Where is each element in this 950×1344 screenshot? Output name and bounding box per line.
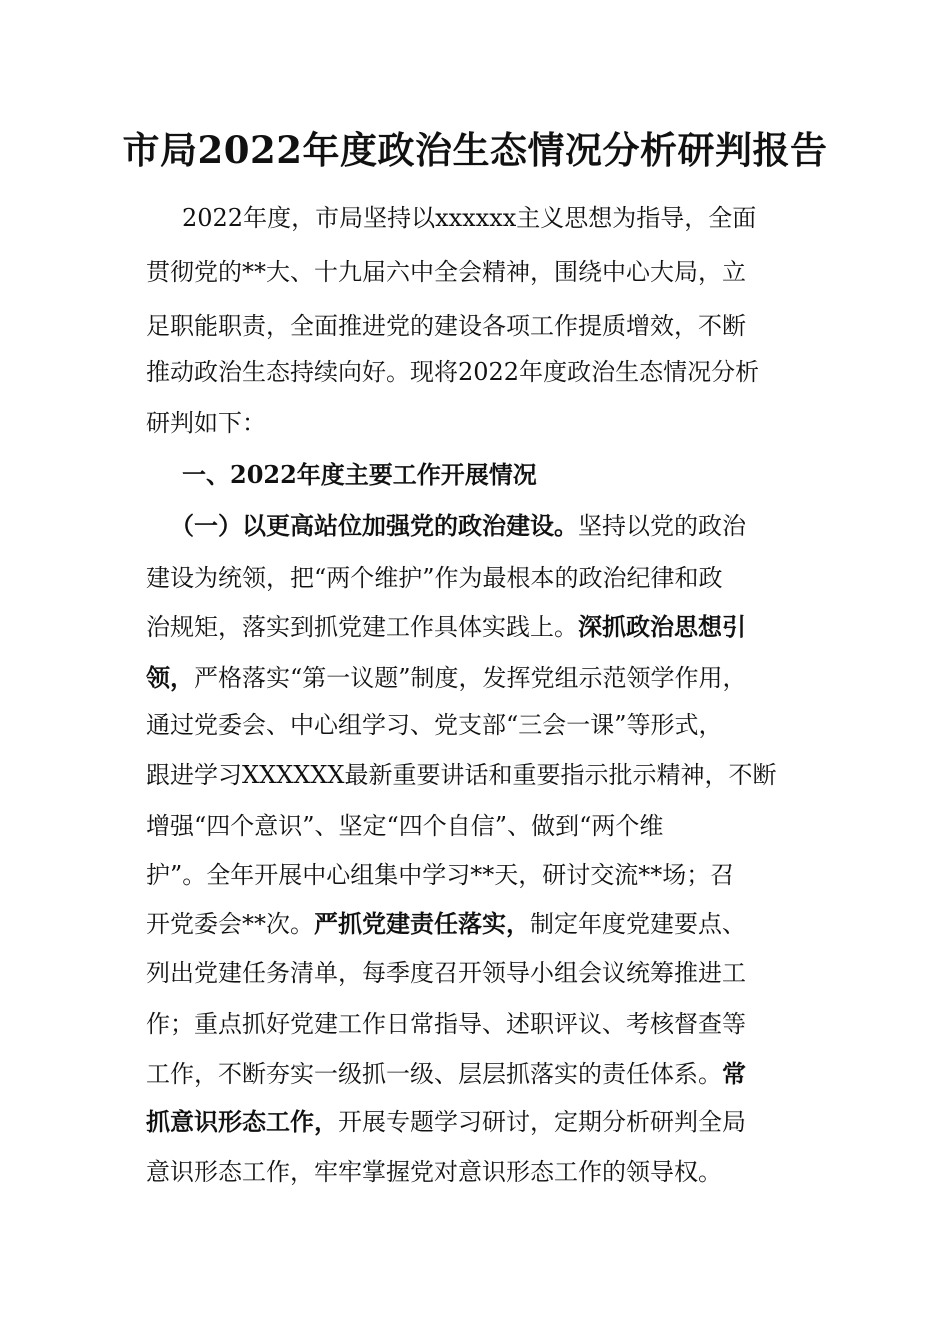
para-line-9: [146, 898, 796, 950]
intro-line-3: 足职能职责，全面推进党的建设各项工作提质增效，不断: [146, 312, 746, 340]
subsection-heading: （一）以更高站位加强党的政治建设。: [170, 511, 578, 540]
bold-lead: 抓意识形态工作，: [146, 1107, 338, 1136]
para-line-13: [146, 1096, 796, 1148]
section-heading: 一、2022年度主要工作开展情况: [182, 460, 537, 489]
bold-lead: 领，: [146, 663, 194, 692]
para-line-2: 建设为统领，把“两个维护”作为最根本的政治纪律和政: [146, 564, 723, 592]
para-line-14: 意识形态工作，牢牢掌握党对意识形态工作的领导权。: [146, 1158, 722, 1186]
para-line-5: 通过党委会、中心组学习、党支部“三会一课”等形式，: [146, 711, 723, 739]
intro-line-4: 推动政治生态持续向好。现将2022年度政治生态情况分析: [146, 358, 760, 386]
intro-line-5: 研判如下：: [146, 409, 266, 437]
document-title: 市局2022年度政治生态情况分析研判报告: [122, 128, 828, 172]
bold-lead: 严抓党建责任落实，: [314, 909, 530, 938]
para-text: 工作，不断夯实一级抓一级、层层抓落实的责任体系。: [146, 1060, 722, 1088]
para-text: 制定年度党建要点、: [530, 910, 746, 938]
para-text: 治规矩，落实到抓党建工作具体实践上。: [146, 613, 578, 641]
para-line-1: [170, 500, 796, 552]
para-line-6: 跟进学习XXXXXX最新重要讲话和重要指示批示精神，不断: [146, 761, 777, 789]
para-text: 严格落实“第一议题”制度，发挥党组示范领学作用，: [194, 664, 747, 692]
para-line-3: [146, 601, 796, 653]
para-line-4: [146, 652, 796, 704]
intro-line-1: 2022年度，市局坚持以xxxxxx主义思想为指导，全面: [182, 204, 757, 232]
para-line-8: 护”。全年开展中心组集中学习**天，研讨交流**场；召: [146, 861, 735, 889]
bold-lead: 深抓政治思想引: [578, 612, 746, 641]
bold-lead: 常: [722, 1059, 746, 1088]
para-text: 开党委会**次。: [146, 910, 314, 938]
para-line-12: [146, 1048, 796, 1100]
para-text: 开展专题学习研讨，定期分析研判全局: [338, 1108, 746, 1136]
intro-line-2: 贯彻党的**大、十九届六中全会精神，围绕中心大局，立: [146, 258, 746, 286]
para-text: 坚持以党的政治: [578, 512, 746, 540]
para-line-11: 作；重点抓好党建工作日常指导、述职评议、考核督查等: [146, 1010, 746, 1038]
para-line-10: 列出党建任务清单，每季度召开领导小组会议统筹推进工: [146, 959, 746, 987]
para-line-7: 增强“四个意识”、坚定“四个自信”、做到“两个维: [146, 812, 664, 840]
